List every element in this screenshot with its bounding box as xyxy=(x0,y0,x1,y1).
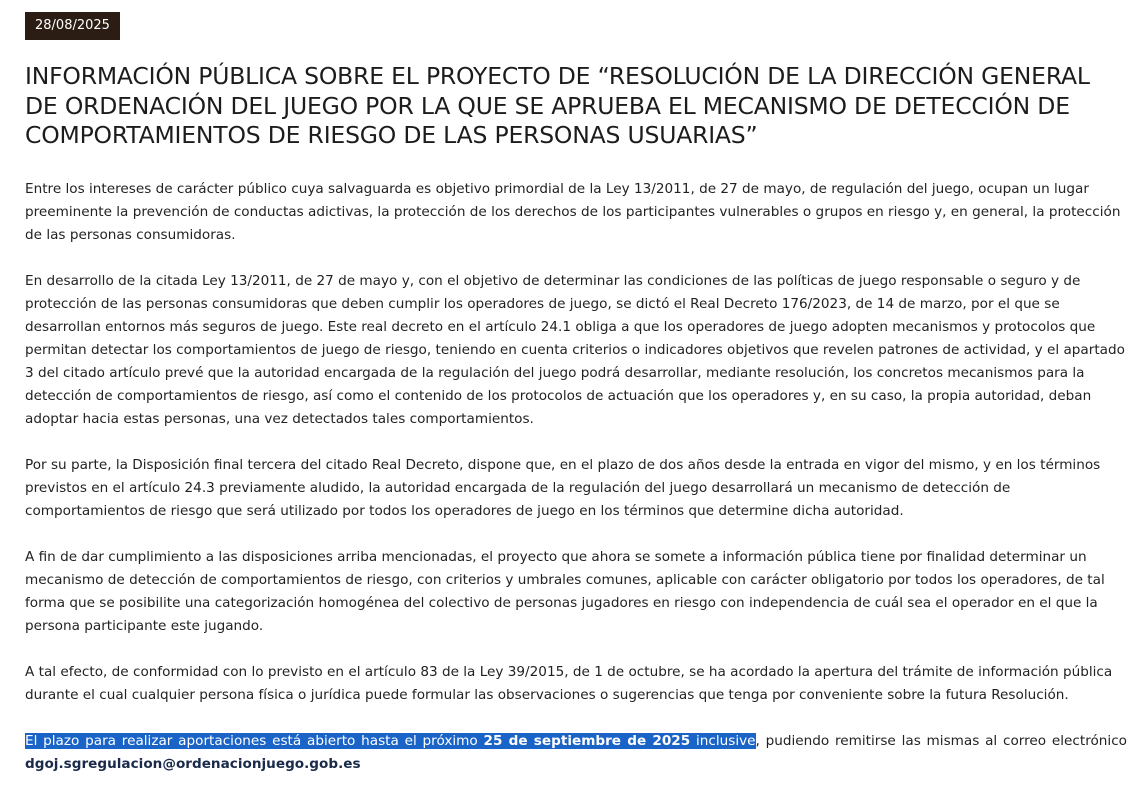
paragraph-4: A fin de dar cumplimiento a las disposiciones arriba mencionadas, el proyecto que ahora se somete a información pública tiene por finalidad determinar un mecanismo de detección de comportamientos de riesgo, con criterios y umbrales comunes, aplicable con carácter obligatorio por todos los operadores, de tal forma que se posibilite una categorización homogénea del colectivo de personas jugadores en riesgo con independencia de cuál sea el operador en el que la persona participante este jugando. xyxy=(25,548,1105,634)
paragraph-1: Entre los intereses de carácter público cuya salvaguarda es objetivo primordial de la Ley 13/2011, de 27 de mayo, de regulación del juego, ocupan un lugar preeminente la prevención de conductas adictivas, la protección de los derechos de los participantes vulnerables o grupos en riesgo y, en general, la protección de las personas consumidoras. xyxy=(25,180,1121,243)
paragraph-3: Por su parte, la Disposición final tercera del citado Real Decreto, dispone que, en el plazo de dos años desde la entrada en vigor del mismo, y en los términos previstos en el artículo 24.3 previamente aludido, la autoridad encargada de la regulación del juego desarrollará un mecanismo de detección de comportamientos de riesgo que será utilizado por todos los operadores de juego en los términos que determine dicha autoridad. xyxy=(25,456,1101,519)
article-body xyxy=(25,178,1127,776)
paragraph-2: En desarrollo de la citada Ley 13/2011, de 27 de mayo y, con el objetivo de determinar las condiciones de las políticas de juego responsable o seguro y de protección de las personas consumidoras que deben cumplir los operadores de juego, se dictó el Real Decreto 176/2023, de 14 de marzo, por el que se desarrollan entornos más seguros de juego. Este real decreto en el artículo 24.1 obliga a que los operadores de juego adopten mecanismos y protocolos que permitan detectar los comportamientos de juego de riesgo, teniendo en cuenta criterios o indicadores objetivos que revelen patrones de actividad, y el apartado 3 del citado artículo prevé que la autoridad encargada de la regulación del juego podrá desarrollar, mediante resolución, los concretos mecanismos para la detección de comportamientos de riesgo, así como el contenido de los protocolos de actuación que los operadores y, en su caso, la propia autoridad, deban adoptar hacia estas personas, una vez detectados tales comportamientos. xyxy=(25,272,1125,427)
date-badge: 28/08/2025 xyxy=(25,12,120,40)
deadline-text-rest: , pudiendo remitirse las mismas al correo electrónico xyxy=(755,732,1127,749)
deadline-inclusive: inclusive xyxy=(690,732,756,749)
selected-text[interactable] xyxy=(25,733,756,749)
deadline-paragraph xyxy=(25,730,1127,776)
paragraph-5: A tal efecto, de conformidad con lo previsto en el artículo 83 de la Ley 39/2015, de 1 de octubre, se ha acordado la apertura del trámite de información pública durante el cual cualquier persona física o jurídica puede formular las observaciones o sugerencias que tenga por conveniente sobre la futura Resolución. xyxy=(25,663,1113,703)
page-title: INFORMACIÓN PÚBLICA SOBRE EL PROYECTO DE “RESOLUCIÓN DE LA DIRECCIÓN GENERAL DE ORDENACIÓN DEL JUEGO POR LA QUE SE APRUEBA EL MECANISMO DE DETECCIÓN DE COMPORTAMIENTOS DE RIESGO DE LAS PERSONAS USUARIAS” xyxy=(25,62,1090,149)
deadline-date: 25 de septiembre de 2025 xyxy=(483,732,691,749)
article xyxy=(25,12,1127,799)
deadline-text-start: El plazo para realizar aportaciones está abierto hasta el próximo xyxy=(25,732,484,749)
email-link[interactable]: dgoj.sgregulacion@ordenacionjuego.gob.es xyxy=(25,755,361,772)
